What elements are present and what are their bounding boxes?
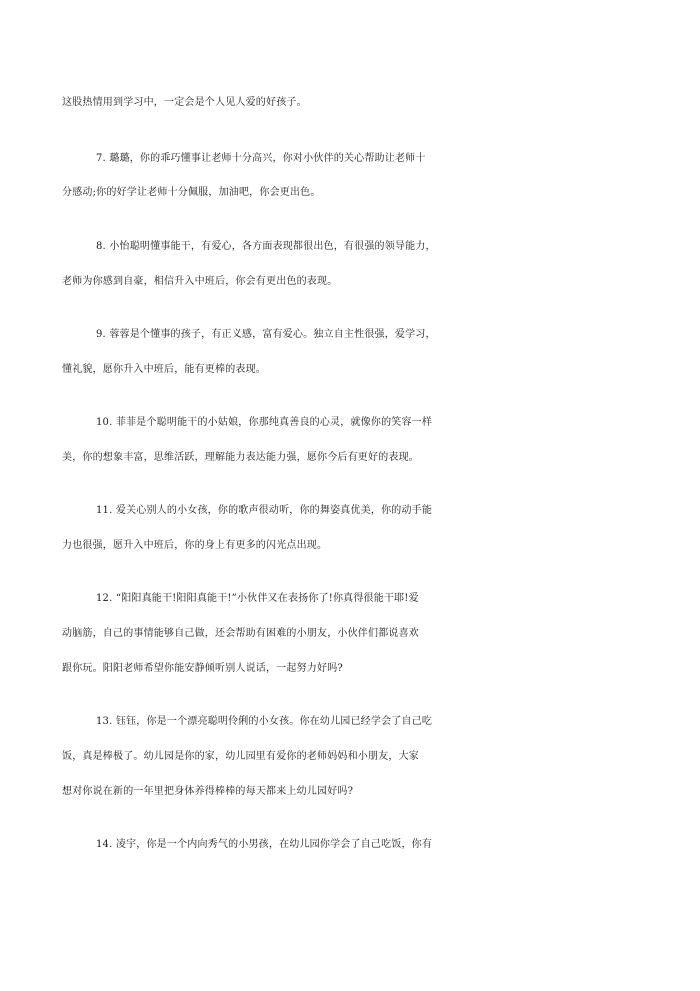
comment-13-line-2: 饭，真是棒极了。幼儿园是你的家，幼儿园里有爱你的老师妈妈和小朋友，大家 bbox=[62, 751, 419, 762]
comment-12-line-2: 动脑筋，自己的事情能够自己做，还会帮助有困难的小朋友，小伙伴们都说喜欢 bbox=[62, 628, 419, 639]
comment-11-line-1: 11. 爱关心别人的小女孩，你的歌声很动听，你的舞姿真优美，你的动手能 bbox=[96, 505, 433, 516]
comment-9-line-2: 懂礼貌，愿你升入中班后，能有更棒的表现。 bbox=[62, 364, 266, 375]
comment-8-line-1: 8. 小怡聪明懂事能干，有爱心，各方面表现都很出色，有很强的领导能力， bbox=[96, 241, 436, 252]
text-line: 这股热情用到学习中，一定会是个人见人爱的好孩子。 bbox=[62, 97, 307, 108]
comment-10-line-1: 10. 菲菲是个聪明能干的小姑娘，你那纯真善良的心灵，就像你的笑容一样 bbox=[96, 417, 433, 428]
comment-8-line-2: 老师为你感到自豪，相信升入中班后，你会有更出色的表现。 bbox=[62, 276, 338, 287]
comment-10-line-2: 美，你的想象丰富，思维活跃，理解能力表达能力强，愿你今后有更好的表现。 bbox=[62, 452, 419, 463]
comment-13-line-1: 13. 钰钰，你是一个漂亮聪明伶俐的小女孩。你在幼儿园已经学会了自己吃 bbox=[96, 716, 433, 727]
comment-13-line-3: 想对你说在新的一年里把身体养得棒棒的每天都来上幼儿园好吗? bbox=[62, 786, 354, 797]
comment-14-line-1: 14. 凌宇，你是一个内向秀气的小男孩，在幼儿园你学会了自己吃饭，你有 bbox=[96, 839, 433, 850]
comment-12-line-3: 跟你玩。阳阳老师希望你能安静倾听别人说话，一起努力好吗? bbox=[62, 663, 343, 674]
comment-12-line-1: 12. “阳阳真能干!阳阳真能干!”小伙伴又在表扬你了!你真得很能干耶!爱 bbox=[96, 593, 419, 604]
comment-9-line-1: 9. 蓉蓉是个懂事的孩子，有正义感，富有爱心。独立自主性很强，爱学习， bbox=[96, 329, 436, 340]
comment-7-line-2: 分感动;你的好学让老师十分佩服，加油吧，你会更出色。 bbox=[62, 187, 321, 198]
comment-7-line-1: 7. 璐璐，你的乖巧懂事让老师十分高兴，你对小伙伴的关心帮助让老师十 bbox=[96, 153, 426, 164]
comment-11-line-2: 力也很强，愿升入中班后，你的身上有更多的闪光点出现。 bbox=[62, 540, 328, 551]
